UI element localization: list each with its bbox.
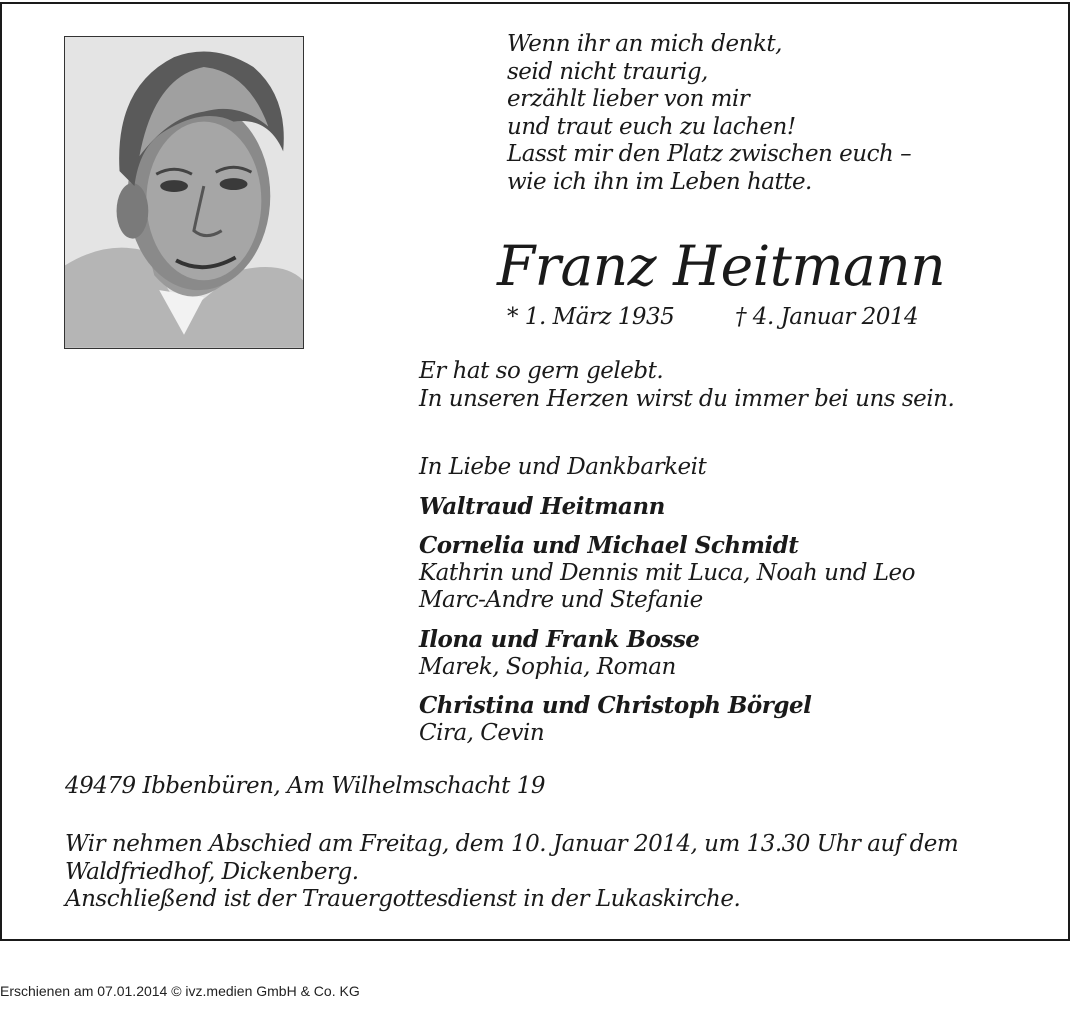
publication-footer: Erschienen am 07.01.2014 © ivz.medien GmbH & Co. KG (0, 983, 360, 999)
mourner-head: Ilona und Frank Bosse (419, 626, 700, 653)
poem-line: wie ich ihn im Leben hatte. (507, 168, 812, 195)
funeral-line: Anschließend ist der Trauergottesdienst in der Lukaskirche. (65, 886, 741, 912)
tribute-line: In unseren Herzen wirst du immer bei uns sein. (419, 385, 955, 412)
poem-line: seid nicht traurig, (507, 58, 708, 85)
mourner-line: Kathrin und Dennis mit Luca, Noah und Leo (419, 559, 915, 586)
deceased-name: Franz Heitmann (497, 234, 946, 298)
mourner-group (419, 692, 811, 747)
tribute-line: Er hat so gern gelebt. (419, 358, 664, 384)
poem-line: erzählt lieber von mir (507, 86, 750, 112)
birth-date: * 1. März 1935 (507, 304, 675, 330)
funeral-line: Waldfriedhof, Dickenberg. (65, 858, 359, 885)
poem-line: Wenn ihr an mich denkt, (507, 31, 782, 57)
funeral-info (65, 831, 958, 914)
portrait-image (65, 37, 303, 348)
mourner-line: Cira, Cevin (419, 719, 545, 746)
funeral-line: Wir nehmen Abschied am Freitag, dem 10. Januar 2014, um 13.30 Uhr auf dem (65, 831, 959, 857)
address: 49479 Ibbenbüren, Am Wilhelmschacht 19 (65, 773, 546, 799)
tribute (419, 358, 954, 413)
mourner-head: Christina und Christoph Börgel (419, 692, 812, 719)
poem-line: und traut euch zu lachen! (507, 113, 796, 140)
poem (507, 31, 911, 196)
mourner-head: Cornelia und Michael Schmidt (419, 532, 799, 559)
mourners-intro: In Liebe und Dankbarkeit (419, 454, 707, 480)
mourner-line: Marek, Sophia, Roman (419, 653, 676, 680)
death-date: † 4. Januar 2014 (735, 304, 919, 330)
mourner-line: Marc-Andre und Stefanie (419, 587, 703, 613)
mourner-group (419, 626, 699, 681)
poem-line: Lasst mir den Platz zwischen euch – (507, 141, 912, 167)
mourner-head: Waltraud Heitmann (419, 493, 665, 520)
portrait-photo (64, 36, 304, 349)
mourner-group (419, 532, 915, 615)
